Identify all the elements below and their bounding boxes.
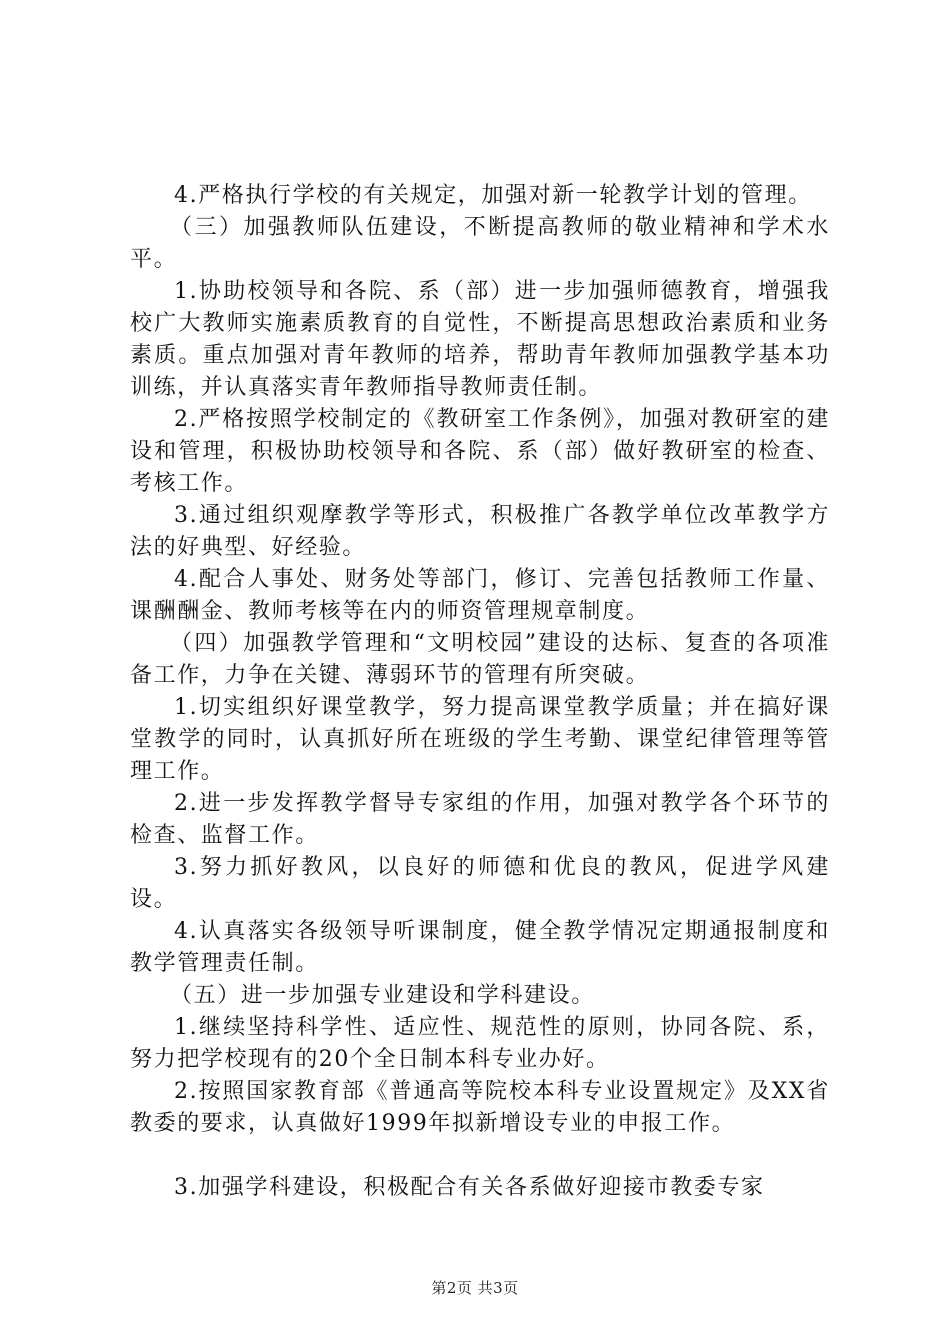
paragraph-8: 1.切实组织好课堂教学，努力提高课堂教学质量；并在搞好课堂教学的同时，认真抓好所在班级的学生考勤、课堂纪律管理等管理工作。 bbox=[130, 695, 830, 784]
paragraph-4: 2.严格按照学校制定的《教研室工作条例》，加强对教研室的建设和管理，积极协助校领导和各院、系（部）做好教研室的检查、考核工作。 bbox=[130, 407, 830, 496]
paragraph-1: 4.严格执行学校的有关规定，加强对新一轮教学计划的管理。 bbox=[174, 183, 812, 208]
paragraph-5: 3.通过组织观摩教学等形式，积极推广各教学单位改革教学方法的好典型、好经验。 bbox=[130, 503, 830, 560]
document-body bbox=[130, 180, 830, 1204]
paragraph-6: 4.配合人事处、财务处等部门，修订、完善包括教师工作量、课酬酬金、教师考核等在内的师资管理规章制度。 bbox=[130, 567, 830, 624]
paragraph-13: 1.继续坚持科学性、适应性、规范性的原则，协同各院、系，努力把学校现有的20个全日制本科专业办好。 bbox=[130, 1015, 830, 1072]
section-heading-4: （四）加强教学管理和“文明校园”建设的达标、复查的各项准备工作，力争在关键、薄弱环节的管理有所突破。 bbox=[130, 631, 830, 688]
section-heading-3: （三）加强教师队伍建设，不断提高教师的敬业精神和学术水平。 bbox=[130, 215, 830, 272]
paragraph-9: 2.进一步发挥教学督导专家组的作用，加强对教学各个环节的检查、监督工作。 bbox=[130, 791, 830, 848]
paragraph-14: 2.按照国家教育部《普通高等院校本科专业设置规定》及XX省教委的要求，认真做好1999年拟新增设专业的申报工作。 bbox=[130, 1079, 830, 1136]
paragraph-11: 4.认真落实各级领导听课制度，健全教学情况定期通报制度和教学管理责任制。 bbox=[130, 919, 830, 976]
page-number-footer: 第2页 共3页 bbox=[431, 1279, 519, 1297]
paragraph-10: 3.努力抓好教风，以良好的师德和优良的教风，促进学风建设。 bbox=[130, 855, 830, 912]
paragraph-15: 3.加强学科建设，积极配合有关各系做好迎接市教委专家 bbox=[174, 1175, 765, 1200]
paragraph-3: 1.协助校领导和各院、系（部）进一步加强师德教育，增强我校广大教师实施素质教育的自觉性，不断提高思想政治素质和业务素质。重点加强对青年教师的培养，帮助青年教师加强教学基本功训练，并认真落实青年教师指导教师责任制。 bbox=[130, 279, 830, 400]
section-heading-5: （五）进一步加强专业建设和学科建设。 bbox=[170, 983, 595, 1008]
